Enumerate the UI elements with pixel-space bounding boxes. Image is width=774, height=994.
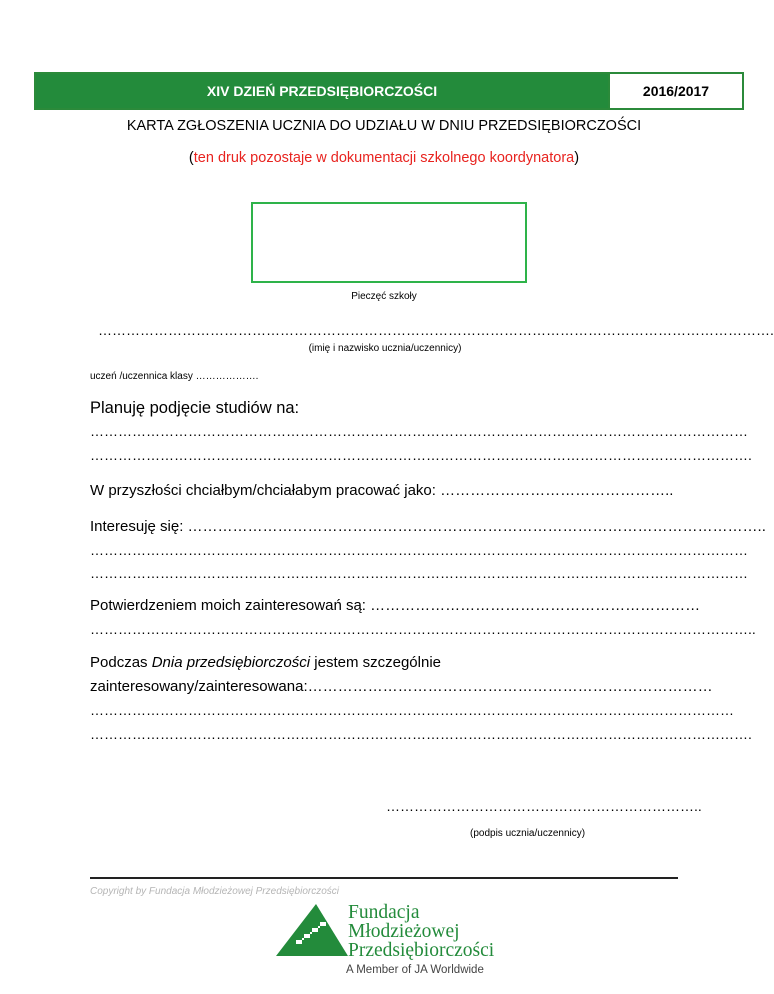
footer-rule xyxy=(90,877,678,879)
studies-line-1[interactable]: …………………………………………………………………………………………………………………………… xyxy=(90,423,748,439)
stamp-label: Pieczęć szkoły xyxy=(351,291,417,302)
school-stamp-box[interactable] xyxy=(251,202,527,283)
note-text: ten druk pozostaje w dokumentacji szkolnego koordynatora xyxy=(193,150,575,166)
interests-line-1[interactable]: …………………………………………………………………………………………………………………………… xyxy=(90,542,748,558)
day-interest-line-1[interactable]: ………………………………………………………………………………………………………………………… xyxy=(90,702,734,718)
day-interest-label-end: jestem szczególnie xyxy=(310,654,442,671)
class-field[interactable]: uczeń /uczennica klasy ………………. xyxy=(90,371,259,382)
name-caption: (imię i nazwisko ucznia/uczennicy) xyxy=(308,343,462,354)
studies-line-2[interactable]: ……………………………………………………………………………………………………………………………. xyxy=(90,447,752,463)
note-close-paren: ) xyxy=(574,150,580,166)
logo-line-3: Przedsiębiorczości xyxy=(348,940,495,961)
confirmation-line-1[interactable]: …………………………………………………………………………………………………………………………….. xyxy=(90,621,756,637)
signature-field[interactable]: ………………………………………………………….. xyxy=(386,798,702,814)
form-title: KARTA ZGŁOSZENIA UCZNIA DO UDZIAŁU W DNIU PRZEDSIĘBIORCZOŚCI xyxy=(126,118,642,134)
header-bar xyxy=(34,72,744,110)
day-interest-field[interactable]: zainteresowany/zainteresowana:……………………………………………………………………… xyxy=(90,678,713,695)
day-interest-label-start: Podczas xyxy=(90,654,152,671)
header-title: XIV DZIEŃ PRZEDSIĘBIORCZOŚCI xyxy=(36,74,608,108)
logo-line-2: Młodzieżowej xyxy=(348,921,460,942)
header-year: 2016/2017 xyxy=(608,74,742,108)
interests-field[interactable]: Interesuję się: …………………………………………………………………………………………………….. xyxy=(90,518,766,535)
name-field[interactable]: ………………………………………………………………………………………………………………………………. xyxy=(98,322,774,338)
studies-label: Planuję podjęcie studiów na: xyxy=(90,399,300,417)
logo-line-1: Fundacja xyxy=(348,902,420,923)
work-field[interactable]: W przyszłości chciałbym/chciałabym pracować jako: ……………………………………….. xyxy=(90,482,674,499)
day-interest-label-italic: Dnia przedsiębiorczości xyxy=(151,654,311,671)
note-open-paren: ( xyxy=(188,150,194,166)
day-interest-line-2[interactable]: ……………………………………………………………………………………………………………………………. xyxy=(90,726,752,742)
confirmation-field[interactable]: Potwierdzeniem moich zainteresowań są: ………………………………………………………… xyxy=(90,597,701,614)
foundation-logo-icon xyxy=(274,902,350,957)
copyright-text: Copyright by Fundacja Młodzieżowej Przedsiębiorczości xyxy=(90,886,339,897)
coordinator-note xyxy=(0,150,768,166)
day-interest-label xyxy=(90,654,441,671)
logo-subtitle: A Member of JA Worldwide xyxy=(346,964,484,976)
signature-caption: (podpis ucznia/uczennicy) xyxy=(470,828,586,839)
interests-line-2[interactable]: …………………………………………………………………………………………………………………………… xyxy=(90,565,748,581)
